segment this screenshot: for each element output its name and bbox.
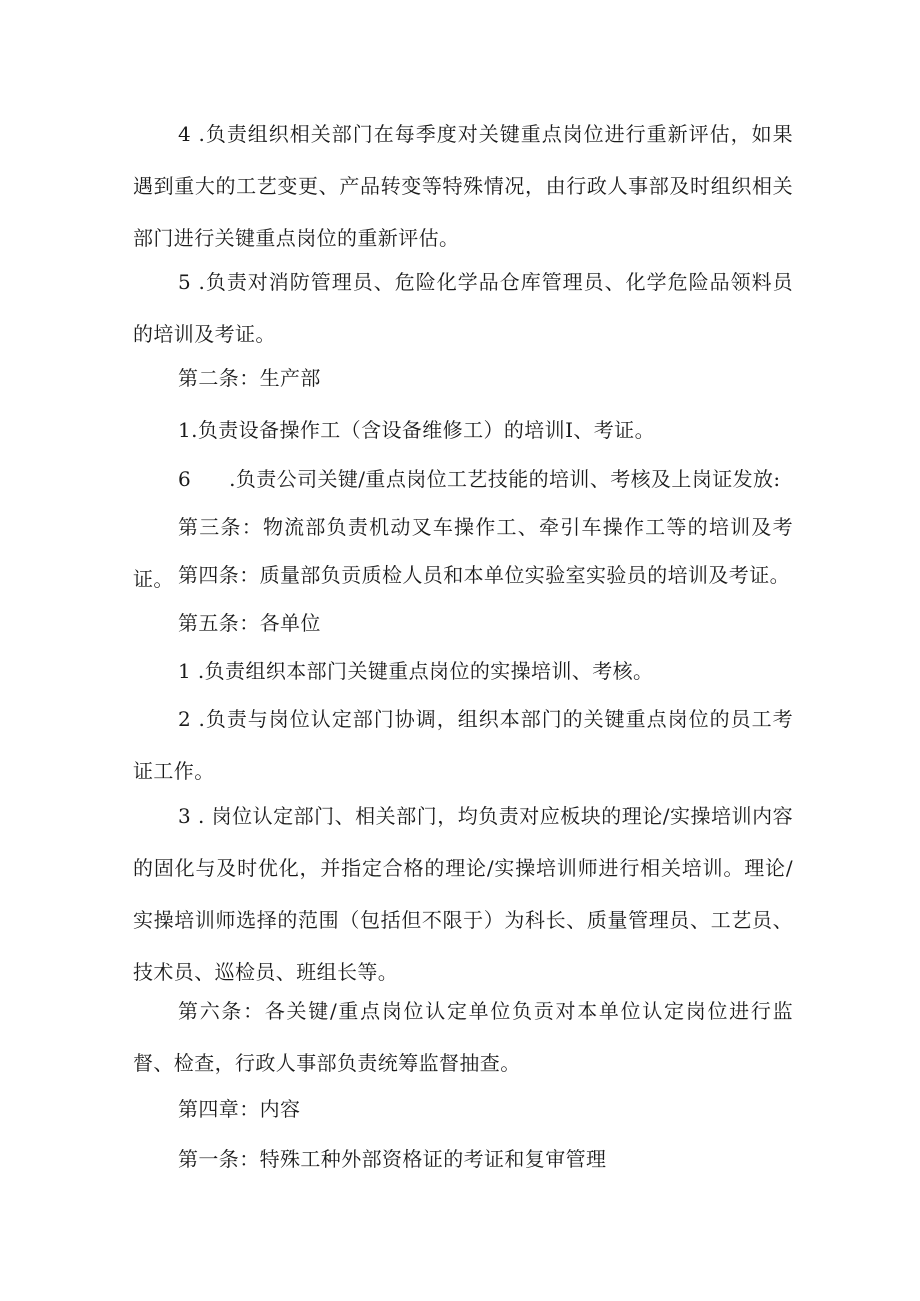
paragraph-unit-item-3: 3 . 岗位认定部门、相关部门，均负责对应板块的理论/实操培训内容的固化与及时优化，并指定合格的理论/实操培训师进行相关培训。理论/实操培训师选择的范围（包括但不限于）为科长、质量管理员、工艺员、技术员、巡检员、班组长等。 [133, 804, 793, 984]
section-heading-all-units: 第五条：各单位 [178, 611, 321, 635]
chapter-heading-content: 第四章：内容 [178, 1097, 301, 1121]
item-number: 6 [178, 467, 192, 491]
item-text: .负责公司关键/重点岗位工艺技能的培训、考核及上岗证发放: [229, 467, 781, 491]
paragraph-item-4-reevaluation: 4 .负责组织相关部门在每季度对关键重点岗位进行重新评估，如果遇到重大的工艺变更、产品转变等特殊情况，由行政人事部及时组织相关部门进行关键重点岗位的重新评估。 [133, 122, 793, 250]
paragraph-unit-item-2: 2 .负责与岗位认定部门协调，组织本部门的关键重点岗位的员工考证工作。 [133, 707, 793, 783]
section-quality-dept: 第四条：质量部负贡质检人员和本单位实验室实验员的培训及考证。 [178, 563, 790, 587]
section-article-1-special-certificates: 第一条：特殊工种外部资格证的考证和复审管理 [178, 1147, 607, 1171]
paragraph-item-6-key-post-training [133, 453, 793, 505]
paragraph-equipment-operator-training: 1.负责设备操作工（含设备维修工）的培训I、考证。 [178, 418, 655, 442]
section-heading-production-dept: 第二条：生产部 [178, 366, 321, 390]
paragraph-unit-item-1: 1 .负责组织本部门关键重点岗位的实操培训、考核。 [178, 659, 654, 683]
section-article-6-supervision: 第六条：各关键/重点岗位认定单位负贡对本单位认定岗位进行监督、检查，行政人事部负责统筹监督抽查。 [133, 999, 793, 1075]
paragraph-item-5-fire-chemical-training: 5 .负责对消防管理员、危险化学品仓库管理员、化学危险品领料员的培训及考证。 [133, 270, 793, 346]
section-logistics-dept: 第三条：物流部负责机动叉车操作工、牵引车操作工等的培训及考证。 [133, 515, 793, 591]
